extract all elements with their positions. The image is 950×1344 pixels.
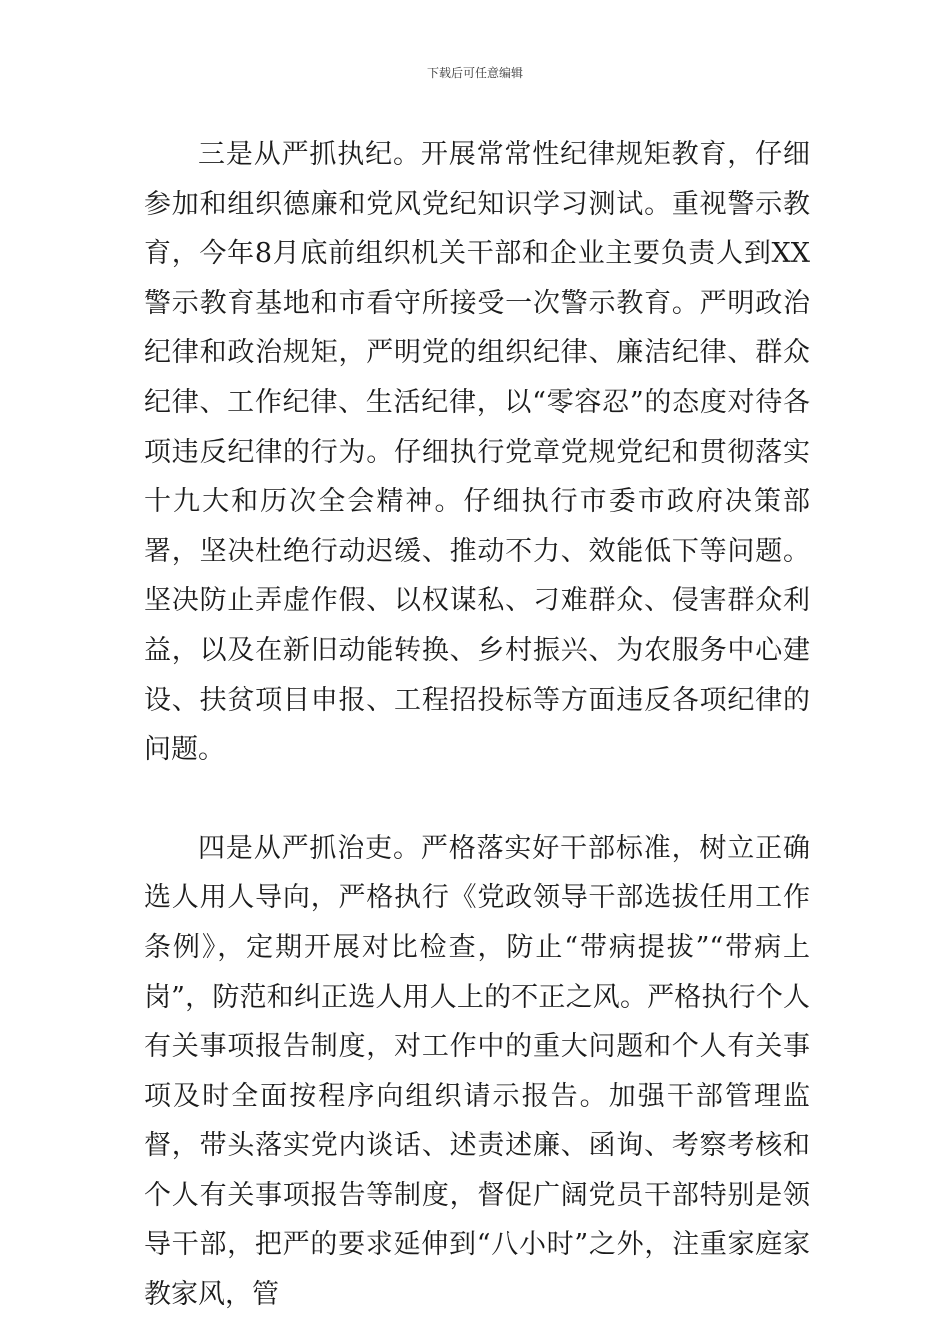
page-header: 下载后可任意编辑 [426,66,523,80]
document-body [144,130,810,1320]
paragraph-discipline: 三是从严抓执纪。开展常常性纪律规矩教育，仔细参加和组织德廉和党风党纪知识学习测试。重视警示教育，今年8月底前组织机关干部和企业主要负责人到XX警示教育基地和市看守所接受一次警示教育。严明政治纪律和政治规矩，严明党的组织纪律、廉洁纪律、群众纪律、工作纪律、生活纪律，以“零容忍”的态度对待各项违反纪律的行为。仔细执行党章党规党纪和贯彻落实十九大和历次全会精神。仔细执行市委市政府决策部署，坚决杜绝行动迟缓、推动不力、效能低下等问题。坚决防止弄虚作假、以权谋私、刁难群众、侵害群众利益，以及在新旧动能转换、乡村振兴、为农服务中心建设、扶贫项目申报、工程招投标等方面违反各项纪律的问题。 [144,139,810,766]
paragraph-cadre-management: 四是从严抓治吏。严格落实好干部标准，树立正确选人用人导向，严格执行《党政领导干部选拔任用工作条例》，定期开展对比检查，防止“带病提拔”“带病上岗”，防范和纠正选人用人上的不正之风。严格执行个人有关事项报告制度，对工作中的重大问题和个人有关事项及时全面按程序向组织请示报告。加强干部管理监督，带头落实党内谈话、述责述廉、函询、考察考核和个人有关事项报告等制度，督促广阔党员干部特别是领导干部，把严的要求延伸到“八小时”之外，注重家庭家教家风，管 [144,832,810,1311]
